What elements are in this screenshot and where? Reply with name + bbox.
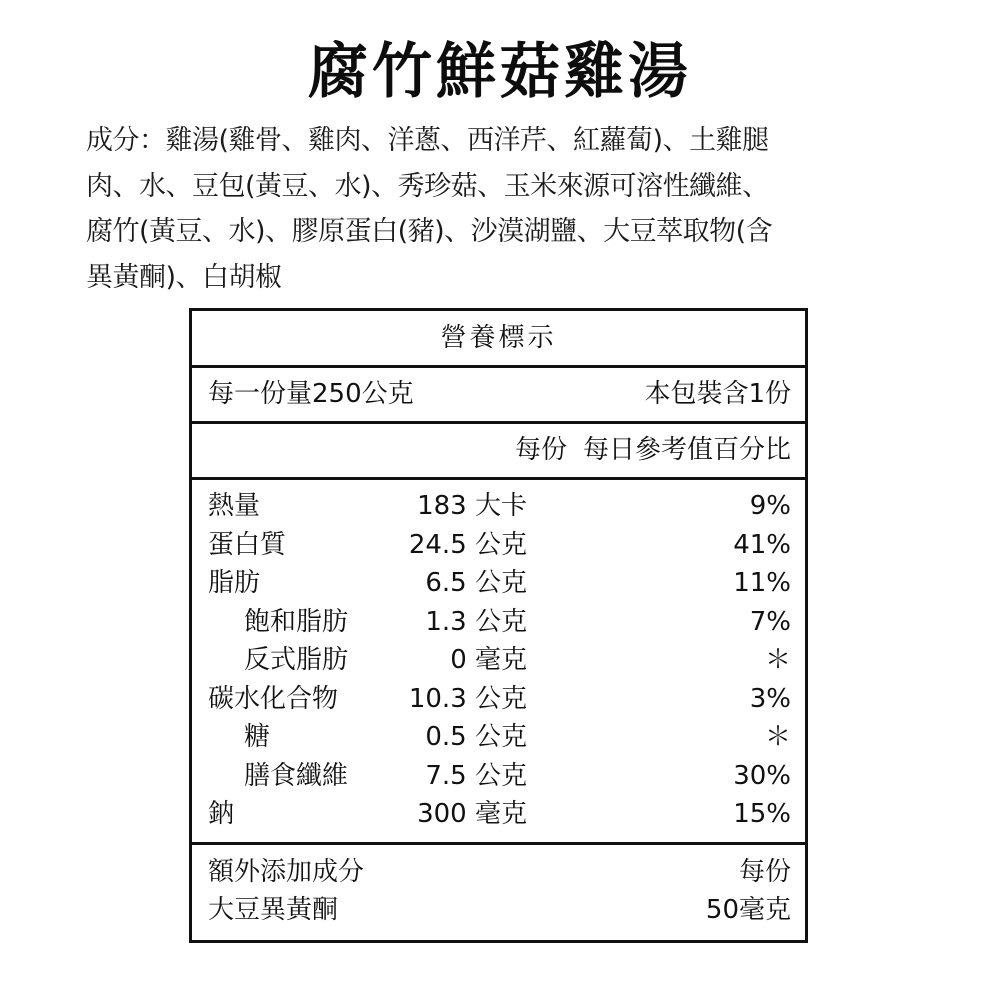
- nutrient-daily-value: 41%: [733, 529, 791, 560]
- nutrient-daily-value: 7%: [749, 606, 791, 637]
- extra-ingredient-amount: 50毫克: [705, 895, 791, 925]
- servings-per-package: 本包裝含1份: [644, 379, 791, 409]
- nutrient-row-sodium: [192, 795, 805, 834]
- ingredients-line: 異黃酮)、白胡椒: [86, 261, 282, 293]
- nutrient-list: [192, 480, 805, 842]
- nutrient-daily-value: 15%: [733, 799, 791, 829]
- extra-ingredient-row: [208, 891, 791, 929]
- nutrient-row-sugar: [192, 718, 805, 757]
- nutrient-row-trans-fat: [192, 641, 805, 680]
- nutrient-daily-value: ＊: [764, 645, 791, 675]
- nutrient-name: 碳水化合物: [208, 683, 339, 714]
- nutrient-name: 糖: [244, 722, 271, 752]
- nutrition-label: [189, 308, 808, 943]
- nutrient-row-fat: [192, 564, 805, 603]
- ingredients-text: [86, 118, 926, 300]
- nutrient-daily-value: 30%: [733, 760, 791, 791]
- nutrient-row-protein: [192, 526, 805, 565]
- nutrient-amount: 0 毫克: [450, 645, 527, 675]
- extra-ingredients-label: 額外添加成分: [208, 857, 365, 887]
- nutrient-name: 膳食纖維: [244, 760, 349, 791]
- extra-ingredient-name: 大豆異黃酮: [208, 895, 339, 925]
- nutrition-label-title: 營養標示: [440, 323, 557, 353]
- nutrient-name: 脂肪: [208, 568, 261, 598]
- nutrient-name: 熱量: [208, 491, 261, 521]
- column-headers: [192, 424, 805, 477]
- nutrient-row-carbohydrate: [192, 680, 805, 719]
- nutrient-amount: 0.5 公克: [425, 722, 527, 752]
- nutrient-row-dietary-fiber: [192, 757, 805, 796]
- serving-info: [192, 368, 805, 421]
- nutrient-row-calories: [192, 487, 805, 526]
- nutrient-name: 飽和脂肪: [244, 606, 349, 637]
- product-title: 腐竹鮮菇雞湯: [308, 37, 692, 107]
- ingredients-line: 成分：雞湯(雞骨、雞肉、洋蔥、西洋芹、紅蘿蔔)、土雞腿: [86, 125, 769, 156]
- nutrient-amount: 1.3 公克: [425, 606, 527, 637]
- column-header-daily-value: 每日參考值百分比: [582, 435, 791, 465]
- column-header-per-serving: 每份: [514, 435, 567, 465]
- nutrient-amount: 183 大卡: [417, 491, 527, 521]
- extra-ingredients-header: [208, 853, 791, 891]
- extra-ingredients: [192, 845, 805, 940]
- nutrient-amount: 300 毫克: [417, 799, 527, 829]
- nutrient-daily-value: 9%: [749, 491, 791, 521]
- extra-ingredients-per-serving: 每份: [738, 857, 791, 887]
- nutrient-amount: 6.5 公克: [425, 568, 527, 598]
- nutrient-daily-value: 3%: [749, 683, 791, 714]
- ingredients-line: 腐竹(黃豆、水)、膠原蛋白(豬)、沙漠湖鹽、大豆萃取物(含: [86, 216, 773, 247]
- nutrient-amount: 24.5 公克: [408, 529, 527, 560]
- serving-size: 每一份量250公克: [208, 379, 414, 409]
- nutrient-name: 蛋白質: [208, 529, 287, 560]
- nutrient-name: 鈉: [208, 799, 235, 829]
- nutrient-amount: 7.5 公克: [425, 760, 527, 791]
- nutrient-amount: 10.3 公克: [408, 683, 527, 714]
- nutrient-name: 反式脂肪: [244, 645, 349, 675]
- ingredients-line: 肉、水、豆包(黃豆、水)、秀珍菇、玉米來源可溶性纖維、: [86, 170, 769, 202]
- nutrient-daily-value: ＊: [764, 722, 791, 752]
- nutrient-row-saturated-fat: [192, 603, 805, 642]
- nutrient-daily-value: 11%: [733, 568, 791, 598]
